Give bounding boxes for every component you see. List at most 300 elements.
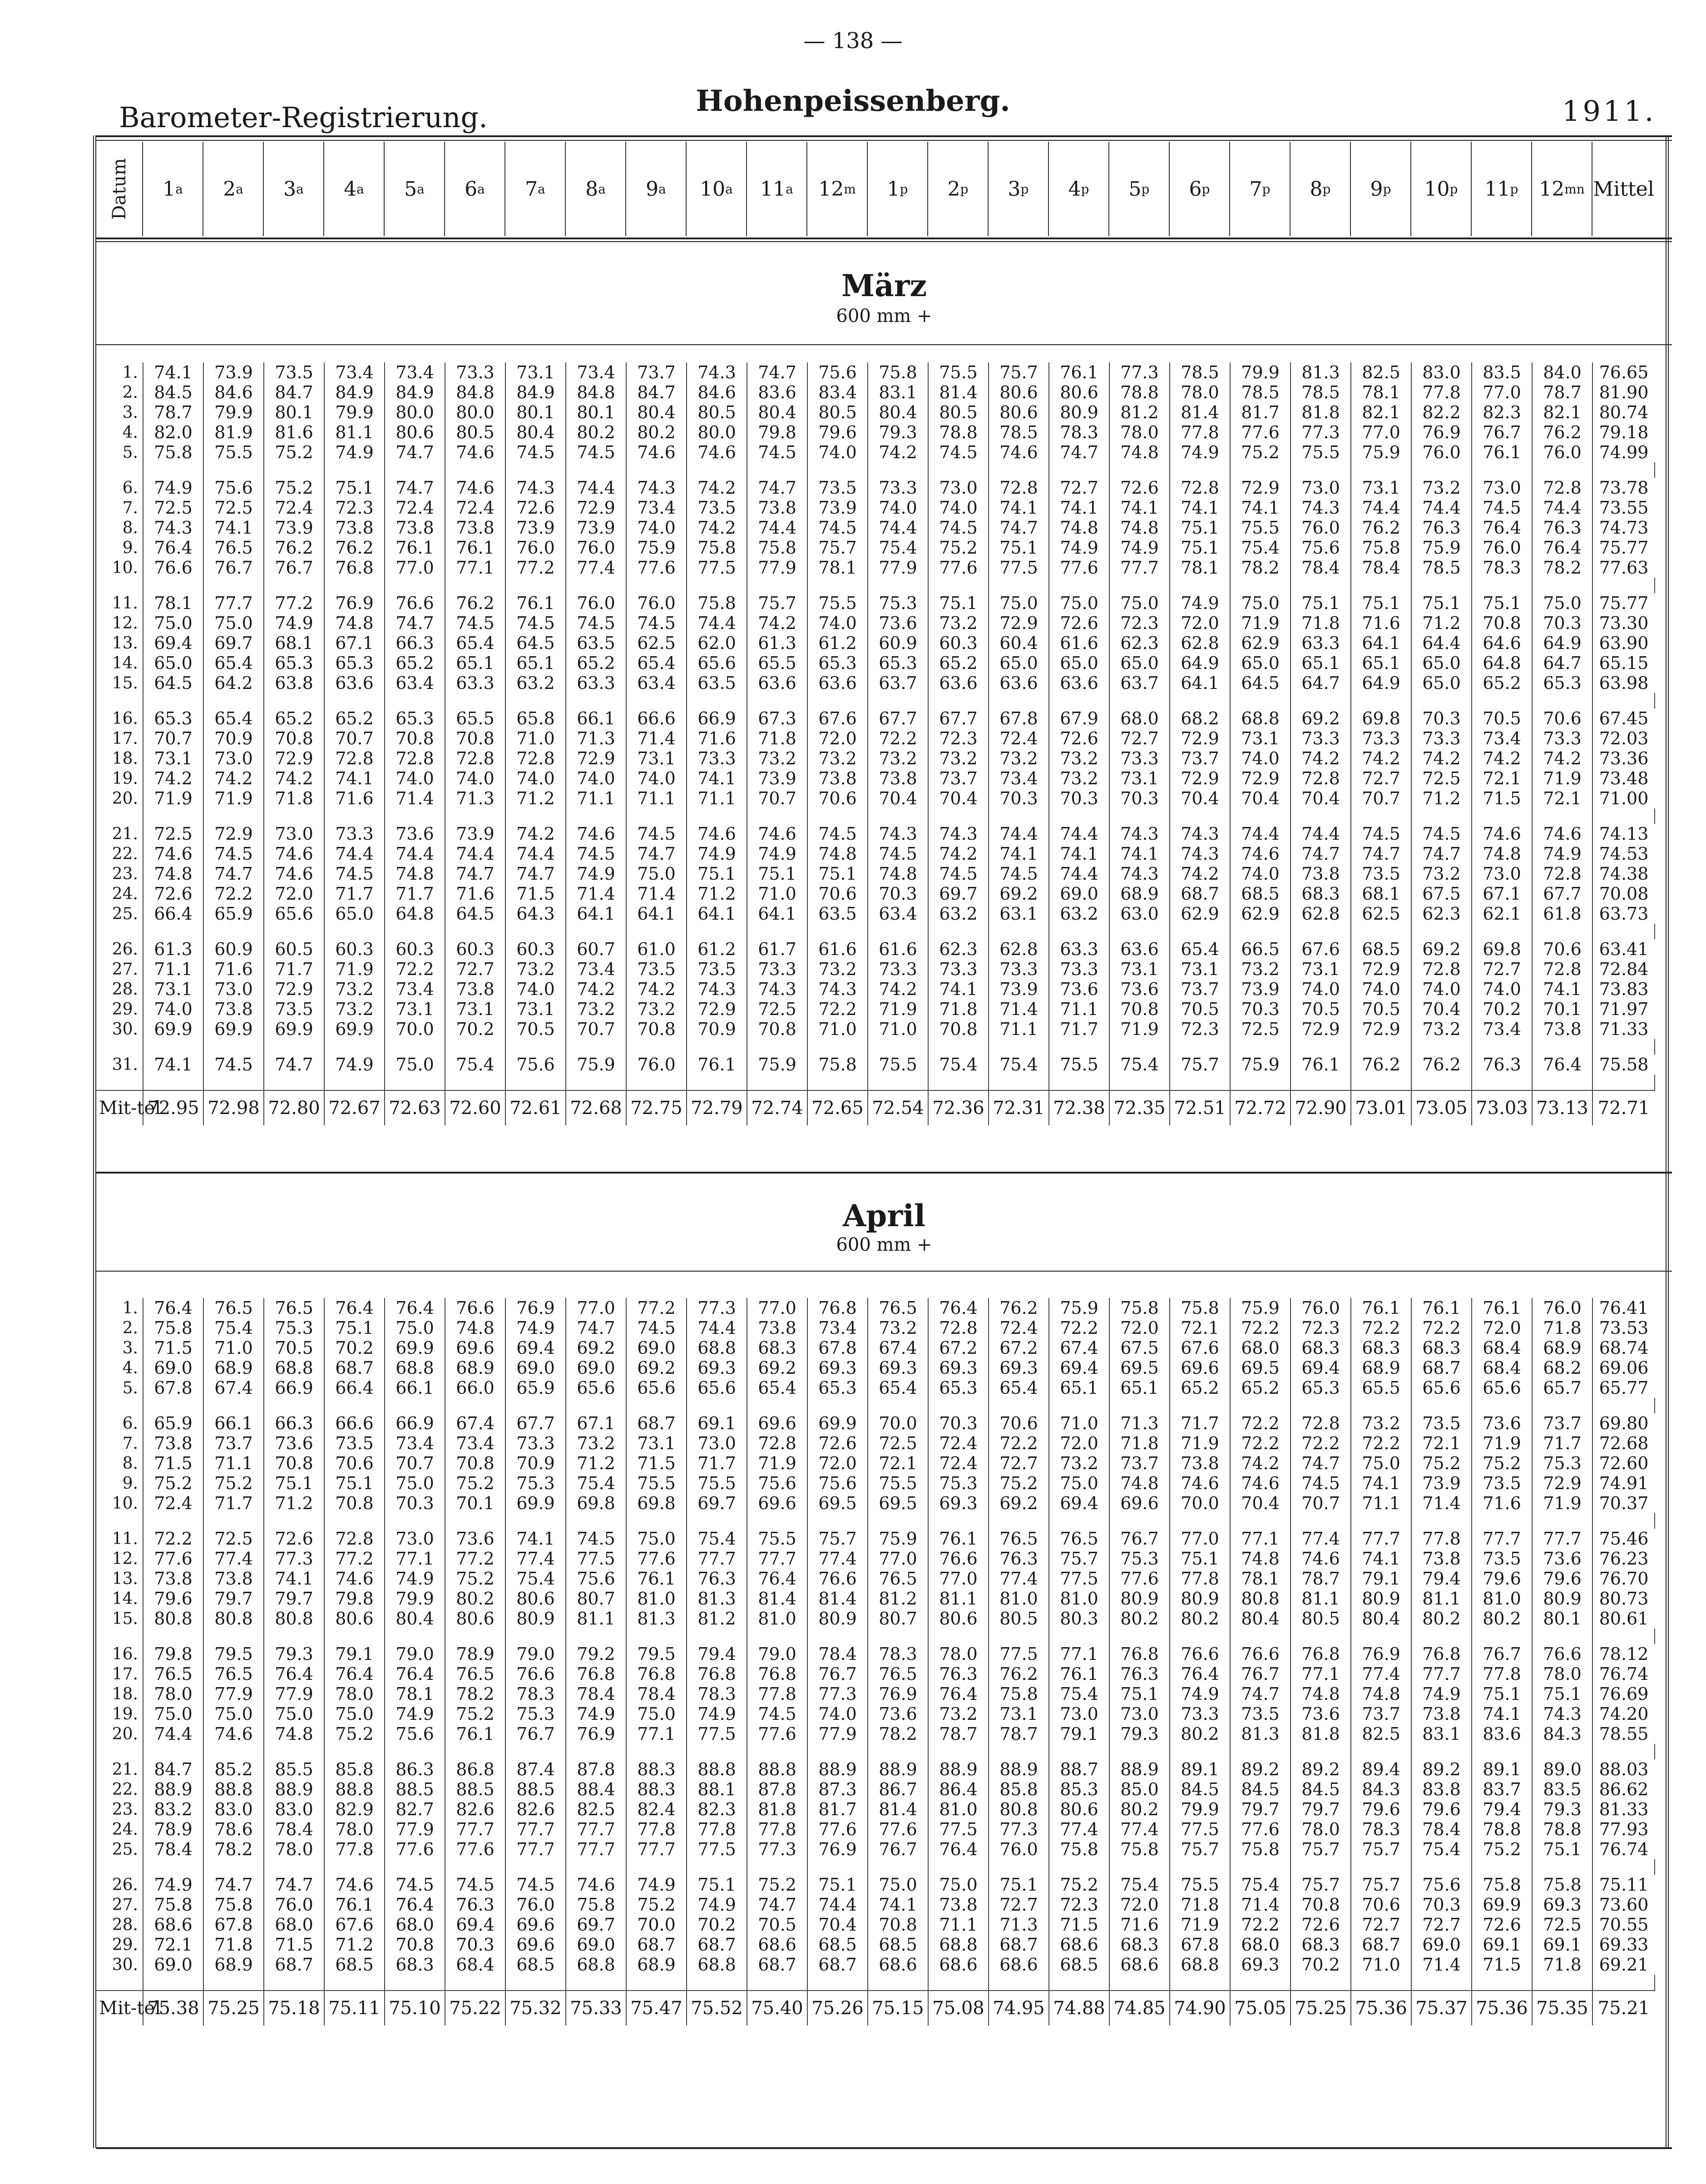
april-unit: 600 mm + (836, 1234, 932, 1255)
hour-value-cell: 75.8 (143, 442, 203, 462)
hour-value-cell: 73.5 (687, 959, 747, 979)
pentad-spacer (96, 1039, 1655, 1055)
hour-value-cell: 63.7 (868, 673, 928, 693)
hour-value-cell: 80.6 (324, 1609, 385, 1629)
hourly-mean-cell: 75.11 (324, 1991, 385, 2026)
hour-value-cell: 69.8 (626, 1493, 687, 1513)
hour-value-cell: 72.7 (1109, 728, 1170, 748)
hour-value-cell: 73.2 (928, 748, 989, 768)
hour-value-cell: 68.6 (928, 1955, 989, 1975)
daily-mean-cell: 75.11 (1599, 1875, 1649, 1895)
hour-value-cell: 68.0 (385, 1915, 445, 1935)
hour-value-cell: 71.3 (566, 728, 626, 748)
hour-value-cell: 75.5 (928, 362, 989, 382)
hour-value-cell: 81.8 (1291, 402, 1351, 422)
hour-value-cell: 71.1 (626, 788, 687, 808)
hour-value-cell: 75.6 (385, 1724, 445, 1744)
hour-value-cell: 63.2 (505, 673, 566, 693)
hour-value-cell: 75.9 (1230, 1298, 1291, 1318)
hour-value-cell: 81.0 (747, 1609, 807, 1629)
hour-value-cell: 84.5 (1230, 1779, 1291, 1799)
hour-value-cell: 80.4 (626, 402, 687, 422)
hour-value-cell: 77.6 (626, 1549, 687, 1569)
hour-value-cell: 70.5 (1170, 999, 1230, 1019)
table-row (96, 768, 1655, 788)
hour-value-cell: 68.9 (1351, 1358, 1411, 1378)
hour-value-cell: 88.8 (687, 1759, 747, 1779)
hour-value-cell: 81.1 (1411, 1589, 1472, 1609)
hour-value-cell: 75.2 (445, 1473, 505, 1493)
hour-value-cell: 71.0 (1049, 1413, 1109, 1433)
hour-value-cell: 77.6 (807, 1819, 868, 1839)
hour-value-cell: 76.5 (203, 538, 264, 558)
hour-value-cell: 65.9 (203, 904, 264, 924)
hour-value-cell: 77.4 (1291, 1529, 1351, 1549)
hourly-mean-cell: 72.90 (1291, 1090, 1351, 1125)
hour-value-cell: 72.1 (1411, 1433, 1472, 1453)
hour-value-cell: 81.4 (928, 382, 989, 402)
hour-value-cell: 75.1 (1472, 593, 1532, 613)
hour-value-cell: 73.3 (324, 824, 385, 844)
col-header-hour-number: 4 (1068, 177, 1081, 201)
table-row (96, 362, 1655, 382)
hour-value-cell: 72.8 (445, 748, 505, 768)
hour-value-cell: 72.2 (807, 999, 868, 1019)
col-header-hour-number: 9 (1370, 177, 1383, 201)
hour-value-cell: 86.3 (385, 1759, 445, 1779)
hour-value-cell: 72.8 (1532, 959, 1592, 979)
hour-value-cell: 74.2 (626, 979, 687, 999)
day-cell: 31. (96, 1055, 143, 1075)
hour-value-cell: 71.4 (1230, 1895, 1291, 1915)
hour-value-cell: 76.5 (264, 1298, 324, 1318)
hour-value-cell: 70.9 (505, 1453, 566, 1473)
hour-value-cell: 81.2 (1109, 402, 1170, 422)
hour-value-cell: 67.2 (989, 1338, 1049, 1358)
col-header-hour-suffix: p (1141, 181, 1150, 197)
table-row (96, 1609, 1655, 1629)
hour-value-cell: 88.5 (385, 1779, 445, 1799)
hour-value-cell: 67.7 (1532, 884, 1592, 904)
hour-value-cell: 74.9 (1109, 538, 1170, 558)
hour-value-cell: 81.0 (626, 1589, 687, 1609)
hour-value-cell: 74.9 (385, 1704, 445, 1724)
hourly-mean-cell: 75.40 (747, 1991, 807, 2026)
hour-value-cell: 71.0 (1351, 1955, 1411, 1975)
hour-value-cell: 65.0 (1049, 653, 1109, 673)
hour-value-cell: 68.7 (747, 1955, 807, 1975)
hour-value-cell: 78.5 (1170, 362, 1230, 382)
hour-value-cell: 75.4 (1230, 1875, 1291, 1895)
day-cell: 29. (96, 1935, 143, 1955)
hourly-mean-cell: 72.38 (1049, 1090, 1109, 1125)
hour-value-cell: 74.9 (687, 1704, 747, 1724)
hour-value-cell: 68.3 (1291, 1338, 1351, 1358)
hour-value-cell: 76.6 (385, 593, 445, 613)
hour-value-cell: 69.7 (928, 884, 989, 904)
hour-value-cell: 73.3 (747, 959, 807, 979)
hour-value-cell: 65.5 (747, 653, 807, 673)
hour-value-cell: 77.6 (1049, 558, 1109, 578)
hour-value-cell: 67.6 (807, 708, 868, 728)
hour-value-cell: 71.4 (989, 999, 1049, 1019)
hour-value-cell: 71.0 (203, 1338, 264, 1358)
hour-value-cell: 75.1 (1291, 593, 1351, 613)
hour-value-cell: 76.6 (928, 1549, 989, 1569)
hour-value-cell: 65.0 (143, 653, 203, 673)
hour-value-cell: 78.6 (203, 1819, 264, 1839)
hour-value-cell: 69.4 (505, 1338, 566, 1358)
hour-value-cell: 76.3 (1472, 1055, 1532, 1075)
hour-value-cell: 69.1 (1532, 1935, 1592, 1955)
hour-value-cell: 78.8 (1532, 1819, 1592, 1839)
hour-value-cell: 73.3 (989, 959, 1049, 979)
hour-value-cell: 78.3 (1049, 422, 1109, 442)
hour-value-cell: 79.3 (1532, 1799, 1592, 1819)
col-header-hour-suffix: mn (1564, 181, 1585, 197)
hour-value-cell: 65.0 (324, 904, 385, 924)
hour-value-cell: 68.5 (324, 1955, 385, 1975)
hour-value-cell: 71.1 (928, 1915, 989, 1935)
hour-value-cell: 76.4 (928, 1839, 989, 1859)
hour-value-cell: 69.3 (928, 1358, 989, 1378)
hour-value-cell: 70.6 (1532, 939, 1592, 959)
hour-value-cell: 73.9 (747, 768, 807, 788)
hour-value-cell: 78.4 (1351, 558, 1411, 578)
hour-value-cell: 76.4 (264, 1664, 324, 1684)
pentad-spacer (96, 924, 1655, 939)
hour-value-cell: 64.5 (505, 633, 566, 653)
hour-value-cell: 71.7 (687, 1453, 747, 1473)
hour-value-cell: 77.6 (445, 1839, 505, 1859)
hour-value-cell: 74.5 (626, 613, 687, 633)
hour-value-cell: 78.3 (868, 1644, 928, 1664)
hour-value-cell: 81.1 (324, 422, 385, 442)
hour-value-cell: 72.5 (203, 498, 264, 518)
hour-value-cell: 65.6 (264, 904, 324, 924)
col-header-hour (807, 142, 868, 236)
hour-value-cell: 77.9 (203, 1684, 264, 1704)
hour-value-cell: 78.2 (868, 1724, 928, 1744)
hour-value-cell: 73.6 (1291, 1704, 1351, 1724)
hour-value-cell: 64.3 (505, 904, 566, 924)
hour-value-cell: 69.9 (203, 1019, 264, 1039)
hour-value-cell: 74.0 (626, 518, 687, 538)
hour-value-cell: 76.8 (626, 1664, 687, 1684)
hour-value-cell: 75.8 (1170, 1298, 1230, 1318)
hour-value-cell: 74.5 (566, 442, 626, 462)
hour-value-cell: 82.1 (1351, 402, 1411, 422)
daily-mean-cell: 77.93 (1599, 1819, 1649, 1839)
hour-value-cell: 74.3 (143, 518, 203, 538)
hour-value-cell: 69.2 (989, 884, 1049, 904)
hour-value-cell: 75.5 (868, 1055, 928, 1075)
hour-value-cell: 85.8 (324, 1759, 385, 1779)
hour-value-cell: 79.5 (626, 1644, 687, 1664)
hour-value-cell: 73.8 (747, 1318, 807, 1338)
hour-value-cell: 80.5 (807, 402, 868, 422)
daily-mean-cell: 75.77 (1599, 593, 1649, 613)
hour-value-cell: 74.2 (687, 518, 747, 538)
hour-value-cell: 69.0 (566, 1935, 626, 1955)
hour-value-cell: 75.8 (143, 1318, 203, 1338)
hour-value-cell: 81.6 (264, 422, 324, 442)
hour-value-cell: 75.2 (1472, 1839, 1532, 1859)
hour-value-cell: 73.2 (566, 999, 626, 1019)
day-cell: 30. (96, 1955, 143, 1975)
hour-value-cell: 74.3 (1291, 498, 1351, 518)
day-cell: 11. (96, 1529, 143, 1549)
hour-value-cell: 65.4 (626, 653, 687, 673)
hour-value-cell: 64.9 (1351, 673, 1411, 693)
hour-value-cell: 72.9 (1170, 728, 1230, 748)
hour-value-cell: 80.2 (1170, 1724, 1230, 1744)
col-header-hour-number: 8 (1310, 177, 1323, 201)
hour-value-cell: 77.8 (687, 1819, 747, 1839)
hour-value-cell: 64.7 (1532, 653, 1592, 673)
hour-value-cell: 76.0 (566, 593, 626, 613)
hour-value-cell: 64.1 (1351, 633, 1411, 653)
hour-value-cell: 75.8 (1109, 1839, 1170, 1859)
hour-value-cell: 75.8 (1351, 538, 1411, 558)
hourly-mean-cell: 75.21 (1592, 1991, 1655, 2026)
hour-value-cell: 71.9 (1532, 1493, 1592, 1513)
hour-value-cell: 77.3 (1291, 422, 1351, 442)
hour-value-cell: 71.1 (1049, 999, 1109, 1019)
day-cell: 21. (96, 1759, 143, 1779)
hour-value-cell: 74.4 (1532, 498, 1592, 518)
hour-value-cell: 89.0 (1532, 1759, 1592, 1779)
hour-value-cell: 73.3 (1109, 748, 1170, 768)
table-row (96, 1759, 1655, 1779)
hour-value-cell: 60.3 (324, 939, 385, 959)
hour-value-cell: 74.9 (505, 1318, 566, 1338)
hour-value-cell: 79.4 (1472, 1799, 1532, 1819)
hour-value-cell: 75.4 (1109, 1875, 1170, 1895)
col-header-hour (868, 142, 928, 236)
hour-value-cell: 77.4 (1351, 1664, 1411, 1684)
hour-value-cell: 78.4 (1291, 558, 1351, 578)
hour-value-cell: 70.8 (264, 728, 324, 748)
hour-value-cell: 62.8 (1170, 633, 1230, 653)
hour-value-cell: 75.2 (626, 1895, 687, 1915)
hour-value-cell: 85.2 (203, 1759, 264, 1779)
hour-value-cell: 70.6 (807, 884, 868, 904)
hour-value-cell: 72.5 (203, 1529, 264, 1549)
table-row (96, 844, 1655, 864)
day-cell: 22. (96, 844, 143, 864)
hour-value-cell: 68.5 (1351, 939, 1411, 959)
hour-value-cell: 80.6 (989, 402, 1049, 422)
hour-value-cell: 74.0 (1230, 864, 1291, 884)
daily-mean-cell: 76.41 (1599, 1298, 1649, 1318)
hour-value-cell: 77.9 (264, 1684, 324, 1704)
hour-value-cell: 72.0 (1049, 1433, 1109, 1453)
hour-value-cell: 71.2 (1411, 613, 1472, 633)
hour-value-cell: 76.1 (626, 1569, 687, 1589)
hour-value-cell: 73.2 (324, 999, 385, 1019)
hour-value-cell: 80.4 (1230, 1609, 1291, 1629)
hour-value-cell: 81.3 (626, 1609, 687, 1629)
table-row (96, 1819, 1655, 1839)
daily-mean-cell: 65.15 (1599, 653, 1649, 673)
april-table (96, 1298, 1655, 2026)
hour-value-cell: 72.8 (989, 478, 1049, 498)
hour-value-cell: 73.1 (1109, 959, 1170, 979)
hour-value-cell: 61.0 (626, 939, 687, 959)
hour-value-cell: 67.8 (989, 708, 1049, 728)
hour-value-cell: 68.6 (1049, 1935, 1109, 1955)
hour-value-cell: 80.6 (385, 422, 445, 442)
hour-value-cell: 69.4 (1049, 1358, 1109, 1378)
daily-mean-cell: 88.03 (1599, 1759, 1649, 1779)
hour-value-cell: 73.9 (203, 362, 264, 382)
hour-value-cell: 75.4 (203, 1318, 264, 1338)
table-row (96, 728, 1655, 748)
hour-value-cell: 74.2 (1532, 748, 1592, 768)
hour-value-cell: 74.8 (264, 1724, 324, 1744)
hour-value-cell: 68.9 (1532, 1338, 1592, 1358)
hour-value-cell: 73.2 (807, 959, 868, 979)
daily-mean-cell: 69.33 (1599, 1935, 1649, 1955)
hour-value-cell: 80.2 (566, 422, 626, 442)
col-header-hour (566, 142, 626, 236)
daily-mean-cell: 80.61 (1599, 1609, 1649, 1629)
hour-value-cell: 72.4 (385, 498, 445, 518)
hour-value-cell: 76.1 (1472, 442, 1532, 462)
hour-value-cell: 76.3 (1411, 518, 1472, 538)
hour-value-cell: 73.2 (1411, 864, 1472, 884)
day-cell: 19. (96, 768, 143, 788)
hour-value-cell: 72.8 (385, 748, 445, 768)
hour-value-cell: 75.9 (626, 538, 687, 558)
hour-value-cell: 70.7 (385, 1453, 445, 1473)
hour-value-cell: 65.2 (928, 653, 989, 673)
hour-value-cell: 70.8 (264, 1453, 324, 1473)
hour-value-cell: 70.4 (1230, 788, 1291, 808)
hour-value-cell: 75.3 (928, 1473, 989, 1493)
hour-value-cell: 88.4 (566, 1779, 626, 1799)
hour-value-cell: 70.6 (989, 1413, 1049, 1433)
hour-value-cell: 71.9 (143, 788, 203, 808)
hour-value-cell: 64.1 (747, 904, 807, 924)
hour-value-cell: 74.4 (505, 844, 566, 864)
hour-value-cell: 70.2 (1291, 1955, 1351, 1975)
hour-value-cell: 74.3 (868, 824, 928, 844)
hourly-mean-cell: 72.72 (1230, 1090, 1291, 1125)
hour-value-cell: 74.2 (1230, 1453, 1291, 1473)
hour-value-cell: 71.4 (566, 884, 626, 904)
hour-value-cell: 73.2 (807, 748, 868, 768)
hour-value-cell: 76.4 (747, 1569, 807, 1589)
hour-value-cell: 70.1 (445, 1493, 505, 1513)
hour-value-cell: 74.2 (566, 979, 626, 999)
col-header-hour (445, 142, 505, 236)
hour-value-cell: 72.9 (687, 999, 747, 1019)
hour-value-cell: 74.4 (324, 844, 385, 864)
hour-value-cell: 76.1 (1049, 1664, 1109, 1684)
hour-value-cell: 75.2 (264, 478, 324, 498)
hour-value-cell: 83.0 (1411, 362, 1472, 382)
hour-value-cell: 69.2 (989, 1493, 1049, 1513)
hour-value-cell: 76.8 (566, 1664, 626, 1684)
hour-value-cell: 62.3 (928, 939, 989, 959)
table-row (96, 864, 1655, 884)
hour-value-cell: 71.6 (1351, 613, 1411, 633)
hour-value-cell: 73.3 (1532, 728, 1592, 748)
hour-value-cell: 77.0 (868, 1549, 928, 1569)
hour-value-cell: 71.9 (868, 999, 928, 1019)
hour-value-cell: 74.2 (264, 768, 324, 788)
hour-value-cell: 72.9 (989, 613, 1049, 633)
hour-value-cell: 74.0 (385, 768, 445, 788)
hour-value-cell: 87.8 (566, 1759, 626, 1779)
hour-value-cell: 76.4 (143, 538, 203, 558)
hour-value-cell: 82.3 (687, 1799, 747, 1819)
daily-mean-cell: 70.37 (1599, 1493, 1649, 1513)
hour-value-cell: 73.0 (928, 478, 989, 498)
hour-value-cell: 69.9 (385, 1338, 445, 1358)
hour-value-cell: 74.4 (687, 613, 747, 633)
hour-value-cell: 68.7 (807, 1955, 868, 1975)
hour-value-cell: 70.3 (1109, 788, 1170, 808)
hour-value-cell: 75.3 (505, 1704, 566, 1724)
hour-value-cell: 73.2 (928, 613, 989, 633)
hour-value-cell: 80.9 (1351, 1589, 1411, 1609)
hour-value-cell: 78.1 (143, 593, 203, 613)
hour-value-cell: 73.3 (1291, 728, 1351, 748)
hour-value-cell: 80.6 (1049, 1799, 1109, 1819)
hour-value-cell: 67.7 (928, 708, 989, 728)
hour-value-cell: 77.9 (868, 558, 928, 578)
day-cell: 17. (96, 728, 143, 748)
hour-value-cell: 76.0 (505, 538, 566, 558)
hour-value-cell: 73.8 (1291, 864, 1351, 884)
hour-value-cell: 71.5 (143, 1338, 203, 1358)
hour-value-cell: 73.1 (626, 748, 687, 768)
hour-value-cell: 81.7 (807, 1799, 868, 1819)
hour-value-cell: 74.4 (1049, 824, 1109, 844)
hour-value-cell: 83.5 (1472, 362, 1532, 382)
hour-value-cell: 76.4 (385, 1664, 445, 1684)
hour-value-cell: 79.9 (324, 402, 385, 422)
hour-value-cell: 75.7 (1291, 1875, 1351, 1895)
daily-mean-cell: 80.73 (1599, 1589, 1649, 1609)
hour-value-cell: 72.2 (1230, 1318, 1291, 1338)
hour-value-cell: 73.4 (989, 768, 1049, 788)
hour-value-cell: 76.7 (868, 1839, 928, 1859)
hour-value-cell: 75.0 (626, 1529, 687, 1549)
hour-value-cell: 69.2 (626, 1358, 687, 1378)
hour-value-cell: 70.8 (324, 1493, 385, 1513)
hour-value-cell: 70.5 (1472, 708, 1532, 728)
hour-value-cell: 67.8 (203, 1915, 264, 1935)
hour-value-cell: 77.8 (747, 1684, 807, 1704)
hour-value-cell: 75.4 (928, 1055, 989, 1075)
hour-value-cell: 74.7 (989, 518, 1049, 538)
day-cell: 28. (96, 979, 143, 999)
table-row (96, 1799, 1655, 1819)
hour-value-cell: 72.4 (445, 498, 505, 518)
hour-value-cell: 64.1 (566, 904, 626, 924)
hour-value-cell: 73.4 (445, 1433, 505, 1453)
hour-value-cell: 75.8 (687, 593, 747, 613)
hour-value-cell: 74.0 (505, 979, 566, 999)
hour-value-cell: 68.4 (1472, 1338, 1532, 1358)
hour-value-cell: 72.1 (868, 1453, 928, 1473)
hour-value-cell: 76.4 (143, 1298, 203, 1318)
hour-value-cell: 65.1 (1049, 1378, 1109, 1398)
